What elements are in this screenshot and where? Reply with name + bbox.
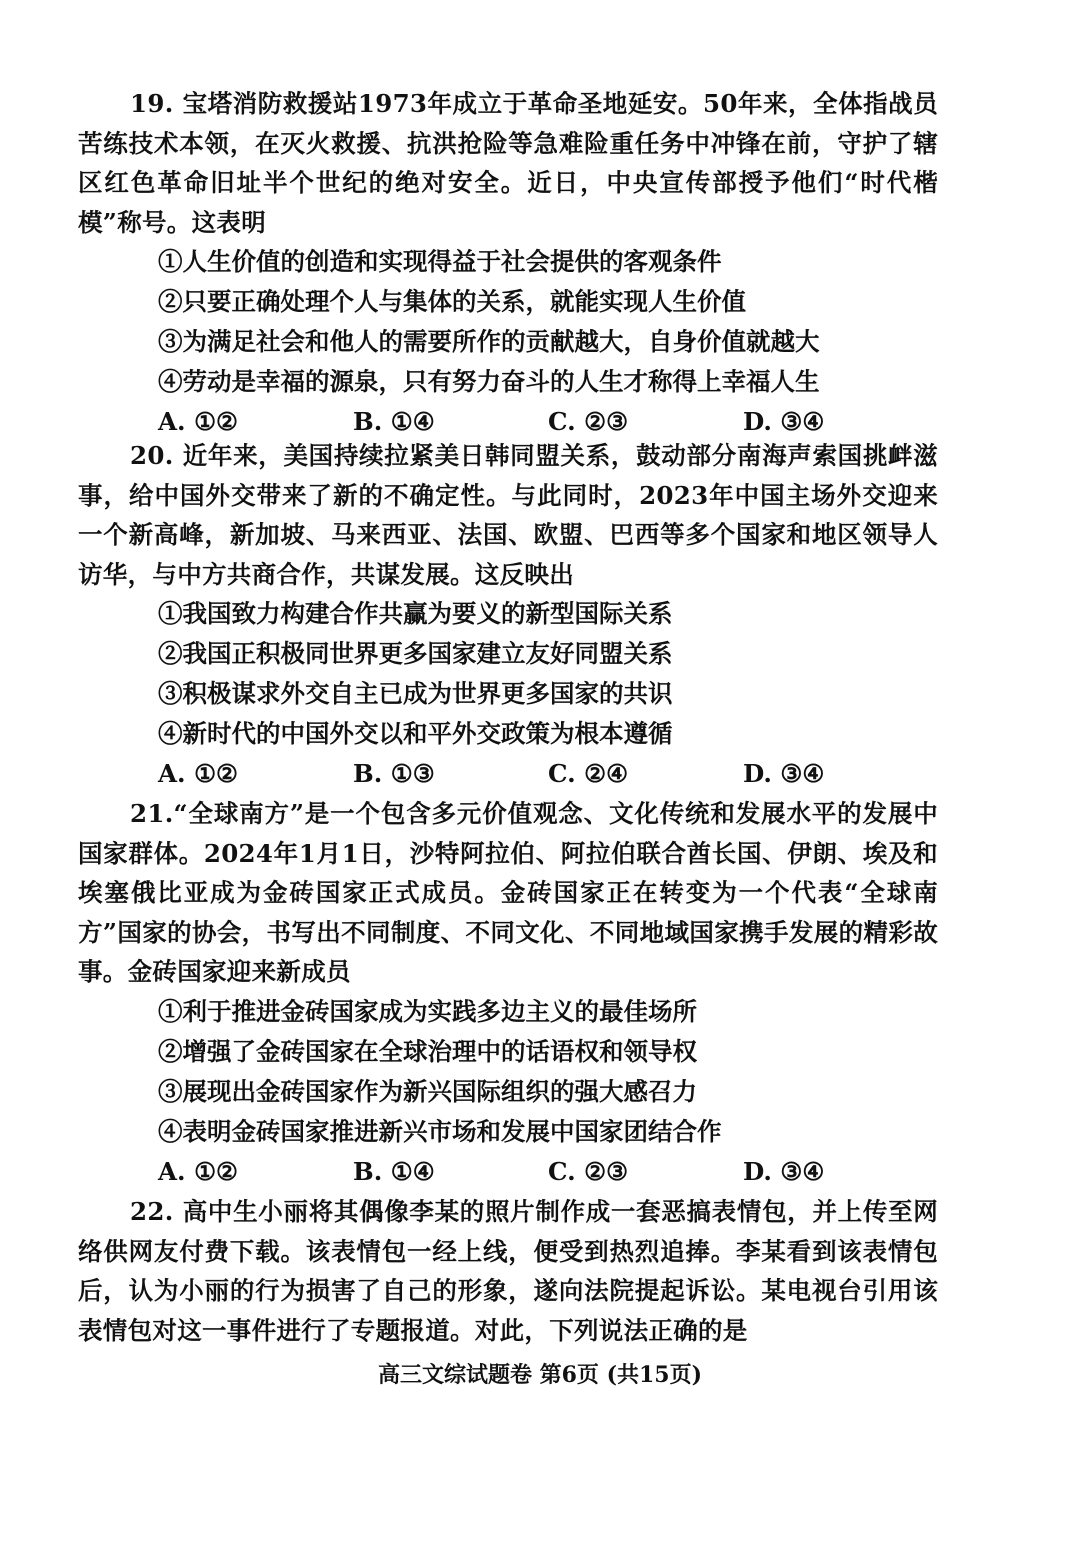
statement-item: ②我国正积极同世界更多国家建立友好同盟关系 — [158, 639, 673, 668]
statement-item: ③展现出金砖国家作为新兴国际组织的强大感召力 — [158, 1076, 697, 1106]
statement-item: ②增强了金砖国家在全球治理中的话语权和领导权 — [158, 1036, 697, 1066]
answer-choices — [158, 1152, 938, 1192]
answer-choices — [158, 754, 938, 794]
question-22 — [78, 1192, 938, 1350]
choice-b: B. ①④ — [353, 1156, 435, 1186]
page-footer: 高三文综试题卷 第6页 (共15页) — [377, 1362, 703, 1388]
statement-item: ④劳动是幸福的源泉，只有努力奋斗的人生才称得上幸福人生 — [158, 367, 820, 396]
question-19 — [78, 84, 938, 442]
choice-d: D. ③④ — [743, 1156, 825, 1186]
choice-b: B. ①③ — [353, 759, 435, 788]
choice-a: A. ①② — [158, 759, 238, 788]
statement-item: ②只要正确处理个人与集体的关系，就能实现人生价值 — [158, 287, 746, 316]
choice-b: B. ①④ — [353, 407, 435, 436]
statement-item: ③积极谋求外交自主已成为世界更多国家的共识 — [158, 679, 673, 708]
choice-a: A. ①② — [158, 407, 238, 436]
question-stem: 20. 近年来，美国持续拉紧美日韩同盟关系，鼓动部分南海声索国挑衅滋事，给中国外交带来了新的不确定性。与此同时，2023年中国主场外交迎来一个新高峰，新加坡、马来西亚、法国、欧盟、巴西等多个国家和地区领导人访华，与中方共商合作，共谋发展。这反映出 — [78, 441, 938, 589]
question-stem: 19. 宝塔消防救援站1973年成立于革命圣地延安。50年来，全体指战员苦练技术本领，在灭火救援、抗洪抢险等急难险重任务中冲锋在前，守护了辖区红色革命旧址半个世纪的绝对安全。近日，中央宣传部授予他们“时代楷模”称号。这表明 — [78, 89, 938, 237]
statement-list — [158, 242, 938, 402]
statement-item: ④新时代的中国外交以和平外交政策为根本遵循 — [158, 719, 673, 748]
choice-c: C. ②④ — [548, 759, 629, 788]
statement-list — [158, 594, 938, 754]
choice-d: D. ③④ — [743, 407, 825, 436]
statement-list — [158, 992, 938, 1152]
choice-a: A. ①② — [158, 1156, 238, 1186]
question-stem: 22. 高中生小丽将其偶像李某的照片制作成一套恶搞表情包，并上传至网络供网友付费下载。该表情包一经上线，便受到热烈追捧。李某看到该表情包后，认为小丽的行为损害了自己的形象，遂向法院提起诉讼。某电视台引用该表情包对这一事件进行了专题报道。对此，下列说法正确的是 — [78, 1197, 938, 1345]
choice-c: C. ②③ — [548, 407, 629, 436]
statement-item: ③为满足社会和他人的需要所作的贡献越大，自身价值就越大 — [158, 327, 820, 356]
statement-item: ④表明金砖国家推进新兴市场和发展中国家团结合作 — [158, 1116, 722, 1146]
choice-c: C. ②③ — [548, 1156, 629, 1186]
choice-d: D. ③④ — [743, 759, 825, 788]
question-20 — [78, 436, 938, 794]
question-21 — [78, 794, 938, 1192]
statement-item: ①人生价值的创造和实现得益于社会提供的客观条件 — [158, 247, 722, 276]
question-stem: 21.“全球南方”是一个包含多元价值观念、文化传统和发展水平的发展中国家群体。2024年1月1日，沙特阿拉伯、阿拉伯联合酋长国、伊朗、埃及和埃塞俄比亚成为金砖国家正式成员。金砖国家正在转变为一个代表“全球南方”国家的协会，书写出不同制度、不同文化、不同地域国家携手发展的精彩故事。金砖国家迎来新成员 — [78, 799, 938, 986]
statement-item: ①利于推进金砖国家成为实践多边主义的最佳场所 — [158, 996, 697, 1026]
statement-item: ①我国致力构建合作共赢为要义的新型国际关系 — [158, 599, 673, 628]
